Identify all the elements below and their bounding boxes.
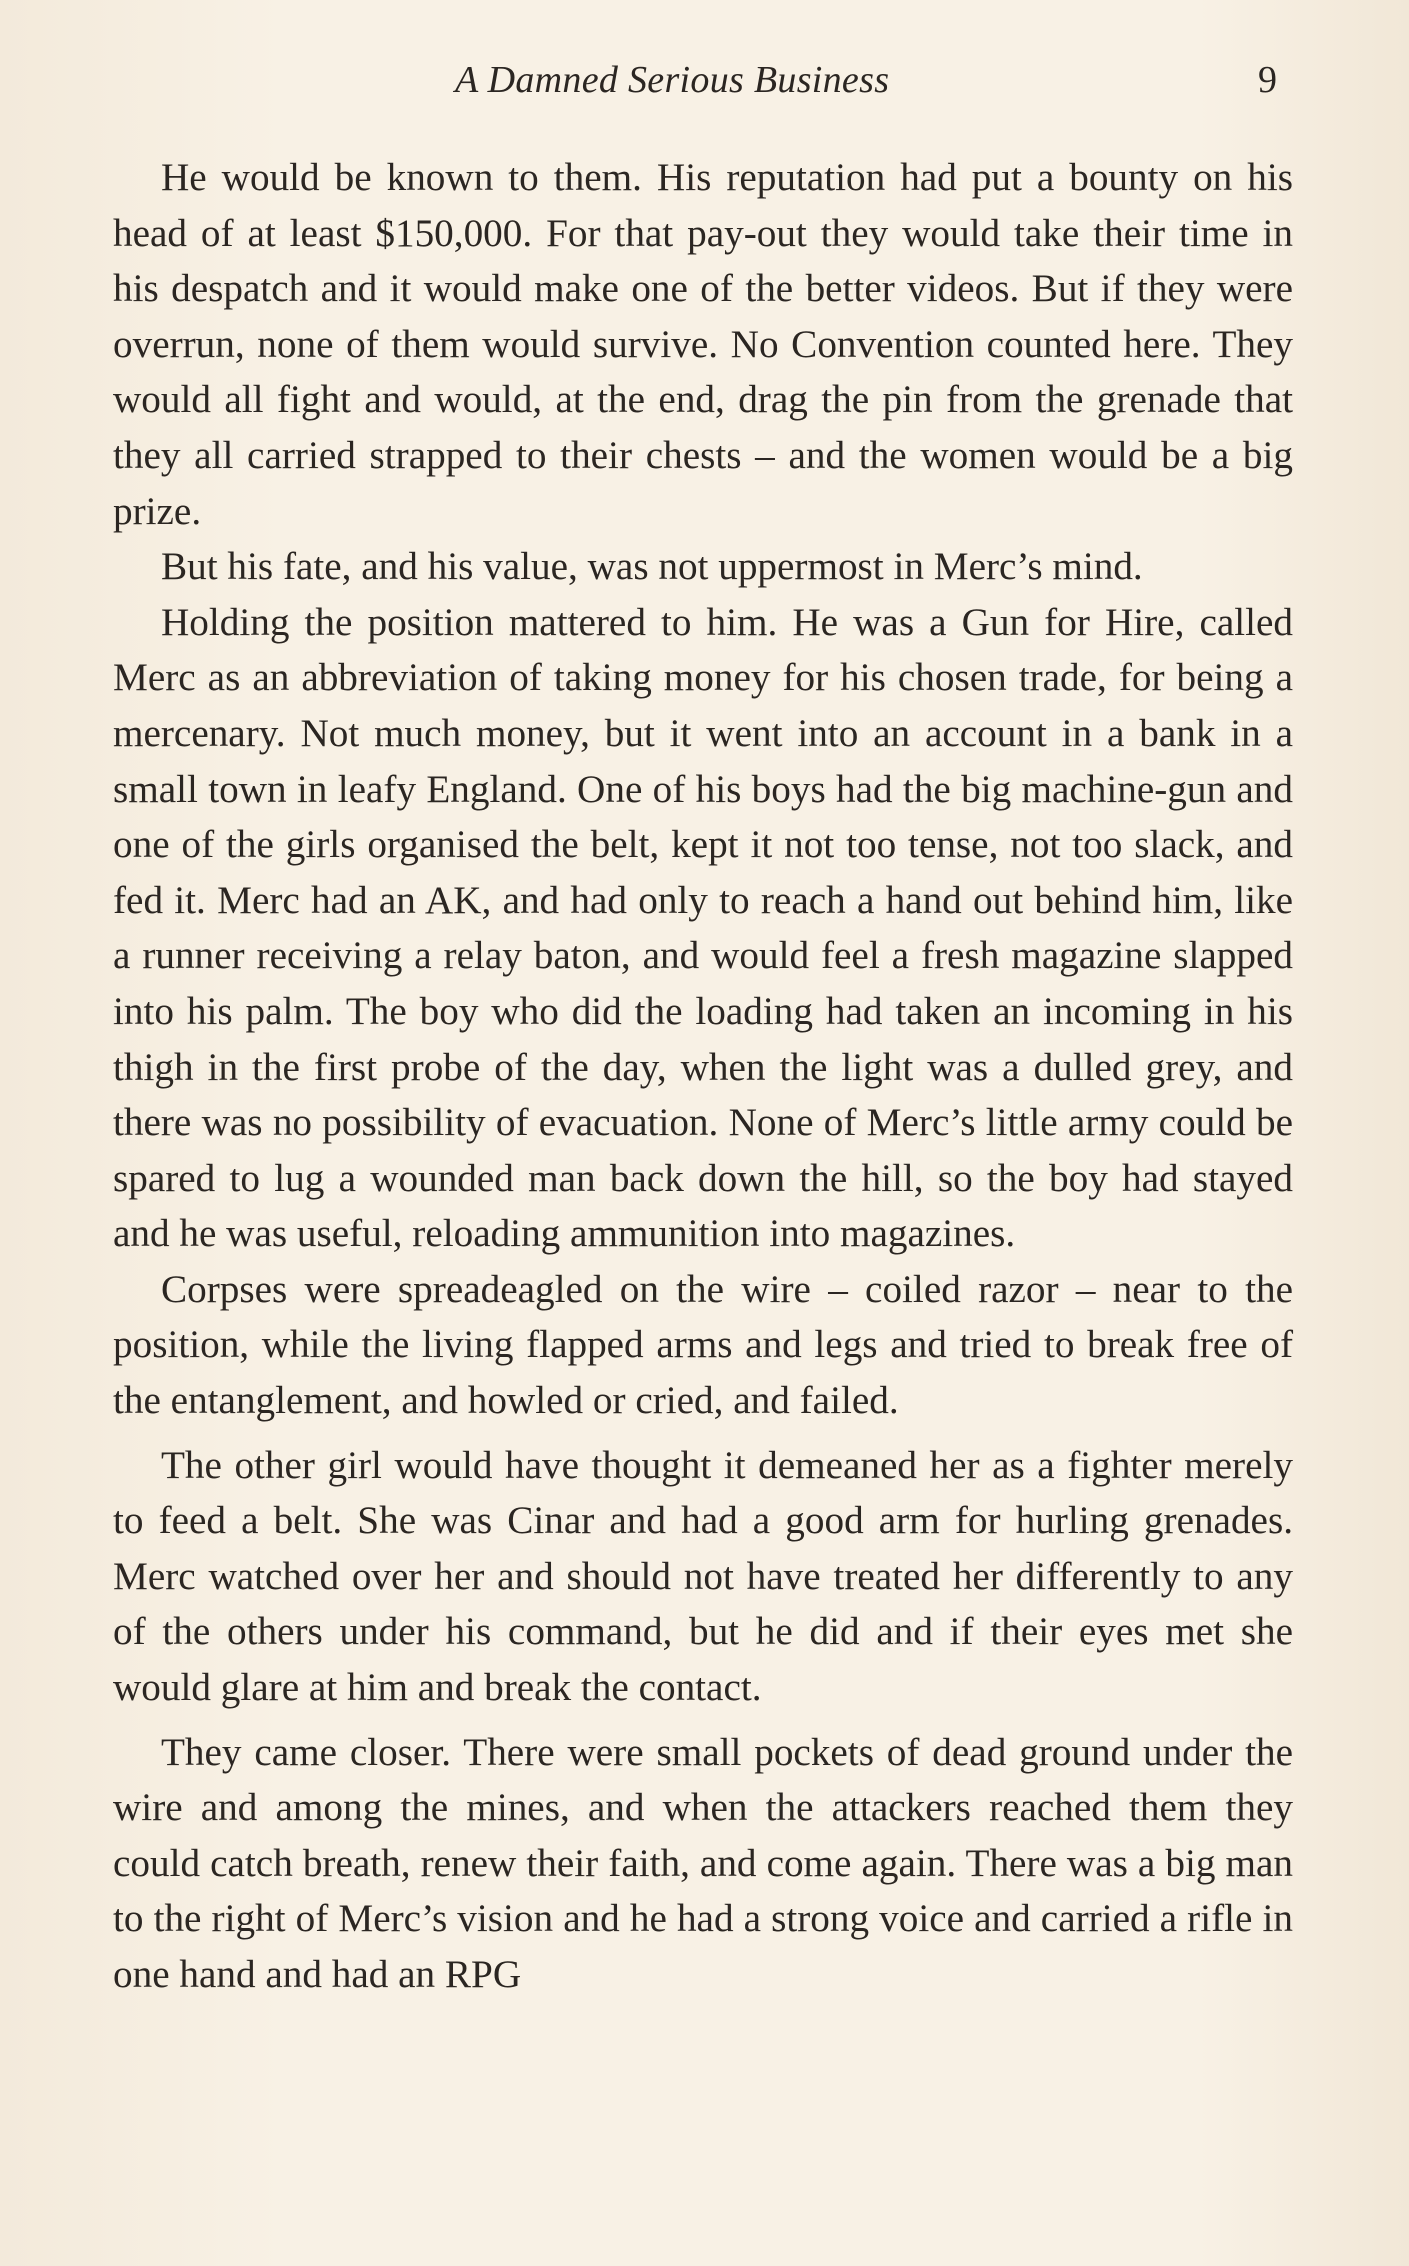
paragraph: But his fate, and his value, was not uppermost in Merc’s mind. bbox=[161, 545, 1143, 589]
running-head bbox=[0, 52, 1409, 112]
paragraph: Holding the position mattered to him. He was a Gun for Hire, called Merc as an abbreviation of taking money for his chosen trade, for being a mercenary. Not much money, but it went into an account in a bank in a small town in leafy England. One of his boys had the big machine-gun and one of the girls organised the belt, kept it not too tense, not too slack, and fed it. Merc had an AK, and had only to reach a hand out behind him, like a runner receiving a relay baton, and would feel a fresh magazine slapped into his palm. The boy who did the loading had taken an incoming in his thigh in the first probe of the day, when the light was a dulled grey, and there was no possibility of evacuation. None of Merc’s little army could be spared to lug a wounded man back down the hill, so the boy had stayed and he was useful, reloading ammunition into magazines. bbox=[113, 600, 1293, 1256]
paragraph: They came closer. There were small pockets of dead ground under the wire and among the mines, and when the attackers reached them they could catch breath, renew their faith, and come again. There was a big man to the right of Merc’s vision and he had a strong voice and carried a rifle in one hand and had an RPG bbox=[113, 1730, 1293, 1996]
paragraph: He would be known to them. His reputation had put a bounty on his head of at least $150,000. For that pay-out they would take their time in his despatch and it would make one of the better videos. But if they were overrun, none of them would survive. No Convention counted here. They would all fight and would, at the end, drag the pin from the grenade that they all carried strapped to their chests – and the women would be a big prize. bbox=[113, 156, 1293, 533]
page-number: 9 bbox=[1258, 59, 1277, 101]
paragraph: The other girl would have thought it demeaned her as a fighter merely to feed a belt. She was Cinar and had a good arm for hurling grenades. Merc watched over her and should not have treated her differently to any of the others under his command, but he did and if their eyes met she would glare at him and break the contact. bbox=[113, 1443, 1293, 1710]
paragraph: Corpses were spreadeagled on the wire – coiled razor – near to the position, while the living flapped arms and legs and tried to break free of the entanglement, and howled or cried, and failed. bbox=[113, 1267, 1293, 1423]
body-text bbox=[113, 150, 1293, 2003]
running-title: A Damned Serious Business bbox=[455, 59, 890, 101]
